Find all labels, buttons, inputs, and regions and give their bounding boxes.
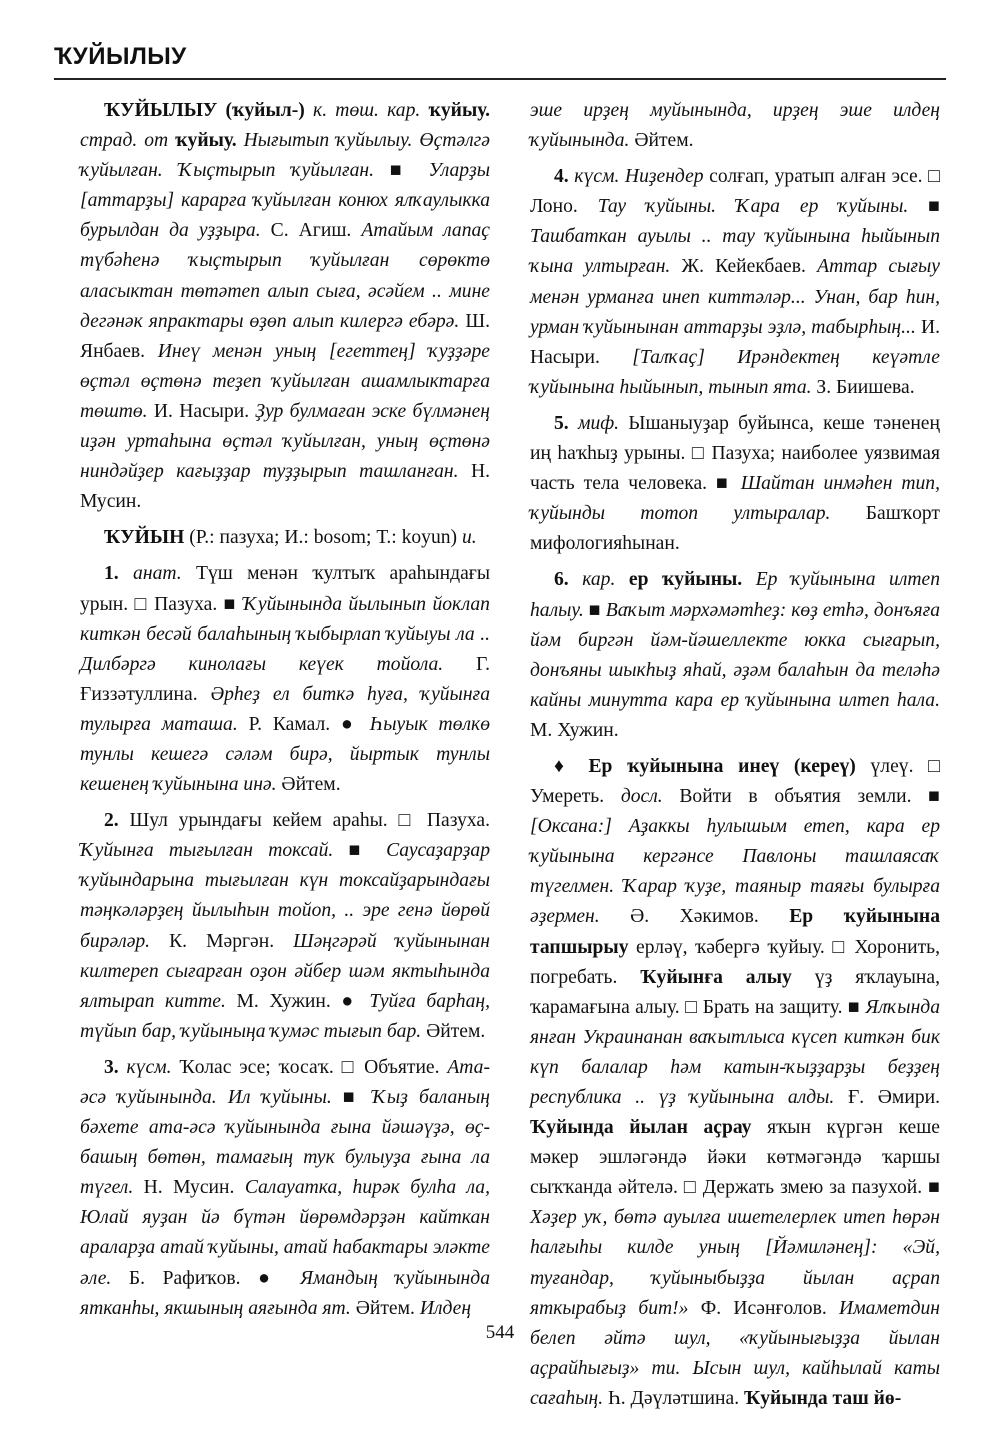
sense-1: 1. анат. Түш менән ҡултыҡ араһындағы урын. □ Пазуха. ■ Ҡуйынында йылынып йоклап киткән бесәй балаһының ҡыбырлап ҡуйыуы ла .. Дилбәргә кинолағы кеүек тойола. Г. Ғиззәтуллина. Әрһеҙ ел биткә һуға, ҡуйынға тулырға маташа. Р. Камал. ● Һыуык төлкө тунлы кешегә сәләм бирә, йыртык тунлы кешенең ҡуйынына инә. Әйтем. (80, 563, 491, 796)
sense-3: 3. күсм. Ҡолас эсе; ҡосаҡ. □ Объятие. Ата-әсә ҡуйынында. Ил ҡуйыны. ■ Ҡыҙ баланың бәхете ата-әсә ҡуйынында ғына йәшәүҙә, өҫ-башың бөтөн, тамағың тук булыуҙа ғына ла түгел. Н. Мусин. Салауатка, һирәк булһа ла, Юлай яуҙан йә бүтән йөрөмдәрҙән кайткан араларҙа атай ҡуйыны, атай һабактары эләкте әле. Б. Рафиҡов. ● Ямандың ҡуйынында ятканһы, якшының аяғында ят. Әйтем. Илдең (80, 1056, 490, 1319)
entry-kuyylyu: ҠУЙЫЛЫУ (ҡуйыл-) к. төш. кар. ҡуйыу. страд. от ҡуйыу. Нығытып ҡуйылыу. Өҫтәлгә ҡуйылған. Ҡыҫтырып ҡуйылған. ■ Уларҙы [аттарҙы] карарға ҡуйылған конюх ялҡаулыкка бурылдан да уҙҙыра. С. Агиш. Атайым лапаҫ түбәһенә ҡыҫтырып ҡуйылған сөрөктө аласыктан төтәтеп алып сыға, әсәйем .. мине дегәнәк япрактары өҙөп алып килергә ебәрә. Ш. Янбаев. Инеү менән уның [егеттең] ҡуҙҙәре өҫтәл өҫтөнә теҙеп ҡуйылған ашамлыктарға төштө. И. Насыри. Ҙур булмаған эске бүлмәнең иҙән уртаһына өҫтәл ҡуйылған, уның өҫтөнә ниндәйҙер кағыҙҙар туҙҙырып ташланған. Н. Мусин. (80, 100, 490, 513)
running-head: ҠУЙЫЛЫУ (54, 43, 187, 70)
page-number: 544 (485, 1322, 515, 1343)
right-column (530, 96, 940, 1420)
idioms: ♦ Ер ҡуйынына инеү (кереү) үлеү. □ Умереть. досл. Войти в объятия земли. ■ [Оксана:] Аҙаккы һулышым етеп, кара ер ҡуйынына кергәнсе Павлоны ташлаясаҡ түгелмен. Ҡарар ҡуҙе, таяныр таяғы булырға әҙермен. Ә. Хәкимов. Ер ҡуйынына тапшырыу ерләү, ҡәбергә ҡуйыу. □ Хоронить, погребать. Ҡуйынға алыу үҙ яҡлауына, ҡарамағына алыу. □ Брать на защиту. ■ Ялҡында янған Украинанан ваҡытлыса күсеп киткән бик күп балалар һәм катын-ҡыҙҙарҙы беҙҙең республика .. үҙ ҡуйынына алды. Ғ. Әмири. Ҡуйында йылан аҫрау яҡын күргән кеше мәкер эшләгәндә йәки көтмәгәндә ҡаршы сыҡҡанда әйтелә. □ Держать змею за пазухой. ■ Хәҙер уҡ, бөтә ауылға ишетелерлек итеп һөрән һалғыһы килде уның [Йәмиләнең]: «Эй, туғандар, ҡуйыныбыҙҙа йылан аҫрап яткырабыҙ бит!» Ф. Исәнғолов. Имаметдин белеп әйтә шул, «ҡуйынығыҙҙа йылан аҫрайһығыҙ» ти. Ысын шул, кайһылай каты сағаһың. Һ. Дәүләтшина. Ҡуйында таш йө- (530, 755, 941, 1409)
left-column (80, 96, 490, 1330)
sense-6: 6. кар. ер ҡуйыны. Ер ҡуйынына илтеп һалыу. ■ Ваҡыт мәрхәмәтһеҙ: көҙ етһә, донъяға йәм биргән йәм-йәшеллекте юкка сығарып, донъяны шыкһыҙ яһай, әҙәм балаһын да теләһә кайны минутта кара ер ҡуйынына илтеп һала. М. Хужин. (530, 569, 941, 741)
entry-kuyyn-head: ҠУЙЫН (Р.: пазуха; И.: bosom; Т.: koyun) и. (104, 527, 477, 549)
header-rule (54, 78, 946, 80)
sense-4: 4. күсм. Ниҙендер солғап, уратып алған эсе. □ Лоно. Тау ҡуйыны. Ҡара ер ҡуйыны. ■ Ташбаткан ауылы .. тау ҡуйынына һыйынып ҡына ултырған. Ж. Кейекбаев. Аттар сығыу менән урманға инеп киттәләр... Унан, бар һин, урман ҡуйынынан аттарҙы эҙлә, табырһың... И. Насыри. [Талҡаҫ] Ирәндектең кеүәтле ҡуйынына һыйынып, тынып ята. З. Биишева. (530, 166, 941, 398)
sense-5: 5. миф. Ышаныуҙар буйынса, кеше тәненең иң һаҡһыҙ урыны. □ Пазуха; наиболее уязвимая часть тела человека. ■ Шайтан инмәһен тип, ҡуйынды тотоп ултыралар. Башҡорт мифологияһынан. (530, 412, 940, 555)
sense-3-continued: эше ирҙең муйынында, ирҙең эше илдең ҡуйынында. Әйтем. (530, 100, 940, 152)
sense-2: 2. Шул урындағы кейем араһы. □ Пазуха. Ҡуйынға тығылған токсай. ■ Саусаҙарҙар ҡуйындарына тығылған күн токсайҙарындағы тәңкәләрҙең йылыһын тойоп, .. эре генә йөрөй бирәләр. К. Мәргән. Шәңгәрәй ҡуйынынан килтереп сығарған оҙон әйбер шәм яктыһында ялтырап китте. М. Хужин. ● Туйға барһаң, түйып бар, ҡуйыныңа ҡумәс тығып бар. Әйтем. (80, 810, 491, 1042)
page-header (54, 40, 946, 74)
